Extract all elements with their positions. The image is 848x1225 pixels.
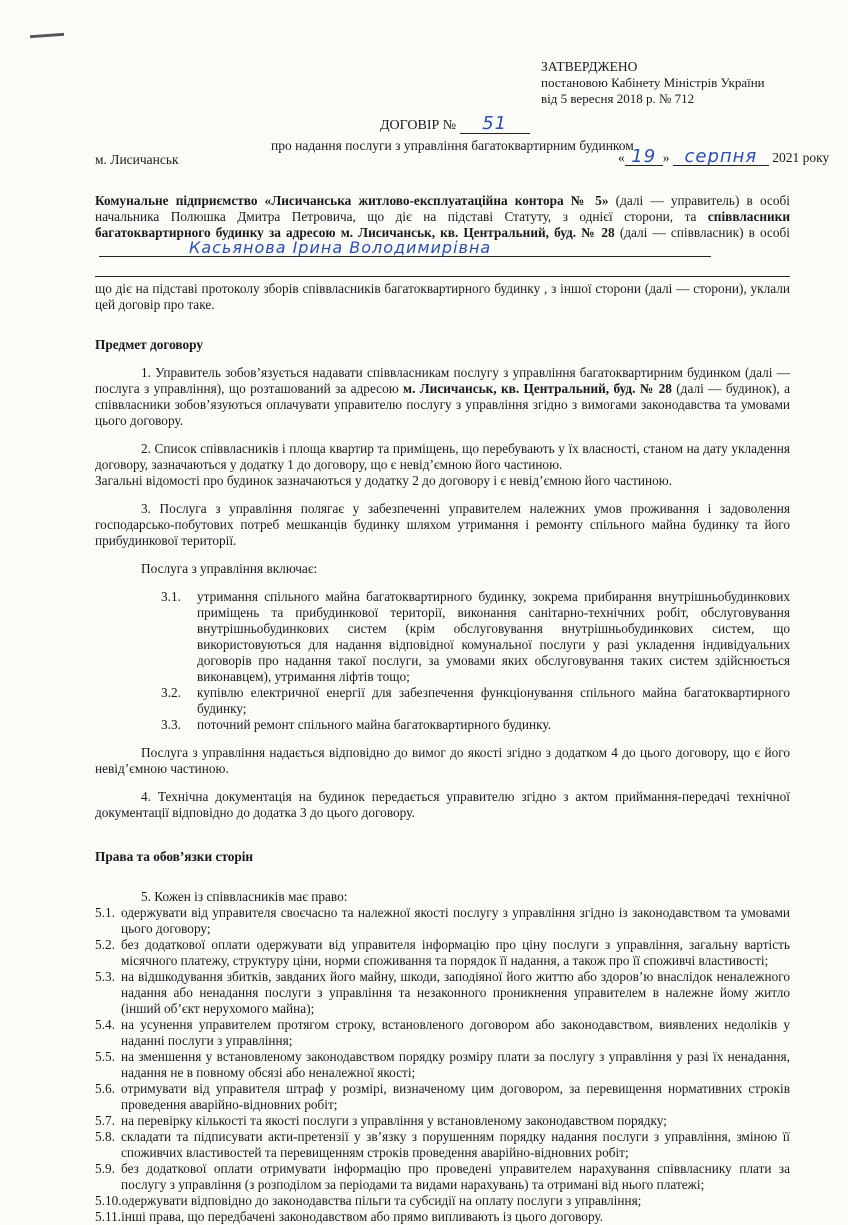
list-item: 5.4. на усунення управителем протягом строку, встановленого договором або законодавством, виявлених недоліків у наданні послуги з управління; (95, 1017, 790, 1048)
list-item: 5.7. на перевірку кількості та якості послуги з управління у встановленому законодавством порядку; (95, 1113, 667, 1128)
list-item: 3.3. поточний ремонт спільного майна багатоквартирного будинку. (161, 717, 552, 732)
list-item: 5.3. на відшкодування збитків, завданих його майну, шкоди, заподіяної його життю або здоров’ю внаслідок неналежного надання або ненадання послуги з управління та незаконного проникнення управителем в належне йому житло (інший об’єкт нерухомого майна); (95, 969, 790, 1016)
approval-line: постановою Кабінету Міністрів України (541, 75, 765, 90)
city: м. Лисичанськ (95, 152, 179, 167)
list-item: 5.10. одержувати відповідно до законодавства пільги та субсидії на оплату послуги з управління; (95, 1193, 642, 1208)
document-body (95, 193, 790, 1225)
clause-3-intro: Послуга з управління включає: (141, 561, 318, 576)
parties-paragraph: Комунальне підприємство «Лисичанська житлово-експлуатаційна контора № 5» (далі — управитель) в особі начальника Полюшка Дмитра Петровича, що діє на підставі Статуту, з однієї сторони, та співвласники багатоквартирного будинку за адресою м. Лисичанськ, кв. Центральний, буд. № 28 (далі — співвласник) в особіКасьянова Ірина Володимирівна (95, 193, 790, 257)
clause-4: 4. Технічна документація на будинок передається управителю згідно з актом приймання-передачі технічної документації відповідно до додатка 3 до цього договору. (95, 789, 790, 820)
clause-5-list-cont (95, 1193, 790, 1225)
document-title (380, 113, 530, 134)
document-subtitle: про надання послуги з управління багатоквартирним будинком (271, 138, 634, 153)
clause-1: 1. Управитель зобов’язується надавати співвласникам послугу з управління багатоквартирним будинком (далі — послуга з управління), що розташований за адресою м. Лисичанськ, кв. Центральний, буд. № 28 (далі — будинок), а співвласники зобов’язуються оплачувати управителю послугу з управління згідно з вимогами законодавства та умовами цього договору. (95, 365, 791, 428)
section-title: Права та обов’язки сторін (95, 849, 254, 864)
title-prefix: ДОГОВІР № (380, 118, 457, 133)
contract-number: 51 (460, 117, 530, 134)
blank-line (95, 260, 790, 277)
date-year: 2021 року (772, 150, 830, 165)
contract-date: « 19 » серпня 2021 року (618, 146, 830, 167)
list-item: 5.1. одержувати від управителя своєчасно та належної якості послугу з управління згідно із законодавством та умовами цього договору; (95, 905, 790, 936)
list-item: 3.2. купівлю електричної енергії для забезпечення функціонування спільного майна багатоквартирного будинку; (161, 685, 790, 716)
owner-name: Касьянова Ірина Володимирівна (99, 241, 711, 257)
clause-3-list (161, 589, 790, 733)
list-item: 5.5. на зменшення у встановленому законодавством порядку розміру плати за послугу з управління у разі їх ненадання, надання не в повному обсязі або неналежної якості; (95, 1049, 790, 1080)
list-item: 5.11. інші права, що передбачені законодавством або прямо випливають із цього договору. (95, 1209, 604, 1224)
section-title: Предмет договору (95, 337, 204, 352)
clause-5: 5. Кожен із співвласників має право: (141, 889, 348, 904)
date-month: серпня (673, 150, 769, 166)
approval-stamp (541, 59, 765, 107)
clause-5-list (95, 905, 790, 1193)
list-item: 3.1. утримання спільного майна багатоквартирного будинку, зокрема прибирання внутрішньобудинкових приміщень та прибудинкової території, виконання санітарно-технічних робіт, обслуговування внутрішньобудинкових систем (крім обслуговування внутрішньобудинкових систем, що використовуються для надання відповідної комунальної послуги у разі укладення індивідуальних договорів про надання такої послуги, за умовами яких обслуговування таких систем здійснюється виконавцем), утримання ліфтів тощо; (161, 589, 790, 684)
quality-paragraph: Послуга з управління надається відповідно до вимог до якості згідно з додатком 4 до цього договору, що є його невід’ємною частиною. (95, 745, 790, 776)
clause-3: 3. Послуга з управління полягає у забезпеченні управителем належних умов проживання і задоволення господарсько-побутових потреб мешканців будинку шляхом утримання і ремонту спільного майна будинку та його прибудинкової території. (95, 501, 790, 548)
list-item: 5.2. без додаткової оплати одержувати від управителя інформацію про ціну послуги з управління, загальну вартість місячного платежу, структуру ціни, норми споживання та порядок її надання, а також про її споживчі властивості; (95, 937, 790, 968)
date-day: 19 (625, 150, 663, 166)
pen-mark (30, 33, 64, 38)
approval-title: ЗАТВЕРДЖЕНО (541, 59, 638, 74)
approval-line: від 5 вересня 2018 р. № 712 (541, 91, 695, 106)
list-item: 5.8. складати та підписувати акти-претензії у зв’язку з порушенням порядку надання послуги з управління, зміною її споживчих властивостей та перевищенням строків проведення аварійно-відновних робіт; (95, 1129, 790, 1160)
parties-paragraph-end: що діє на підставі протоколу зборів співвласників багатоквартирного будинку , з іншої сторони (далі — сторони), уклали цей договір про таке. (95, 281, 790, 312)
list-item: 5.9. без додаткової оплати отримувати інформацію про проведені управителем нарахування співвласнику плати за послугу з управління (з розподілом за періодами та видами нарахувань) та отримані від нього платежі; (95, 1161, 790, 1192)
clause-2: 2. Список співвласників і площа квартир та приміщень, що перебувають у їх власності, станом на дату укладення договору, зазначаються у додатку 1 до договору, що є невід’ємною його частиною. (95, 441, 790, 472)
clause-2b: Загальні відомості про будинок зазначаються у додатку 2 до договору і є невід’ємною його частиною. (95, 473, 673, 488)
list-item: 5.6. отримувати від управителя штраф у розмірі, визначеному цим договором, за перевищення нормативних строків проведення аварійно-відновних робіт; (95, 1081, 790, 1112)
